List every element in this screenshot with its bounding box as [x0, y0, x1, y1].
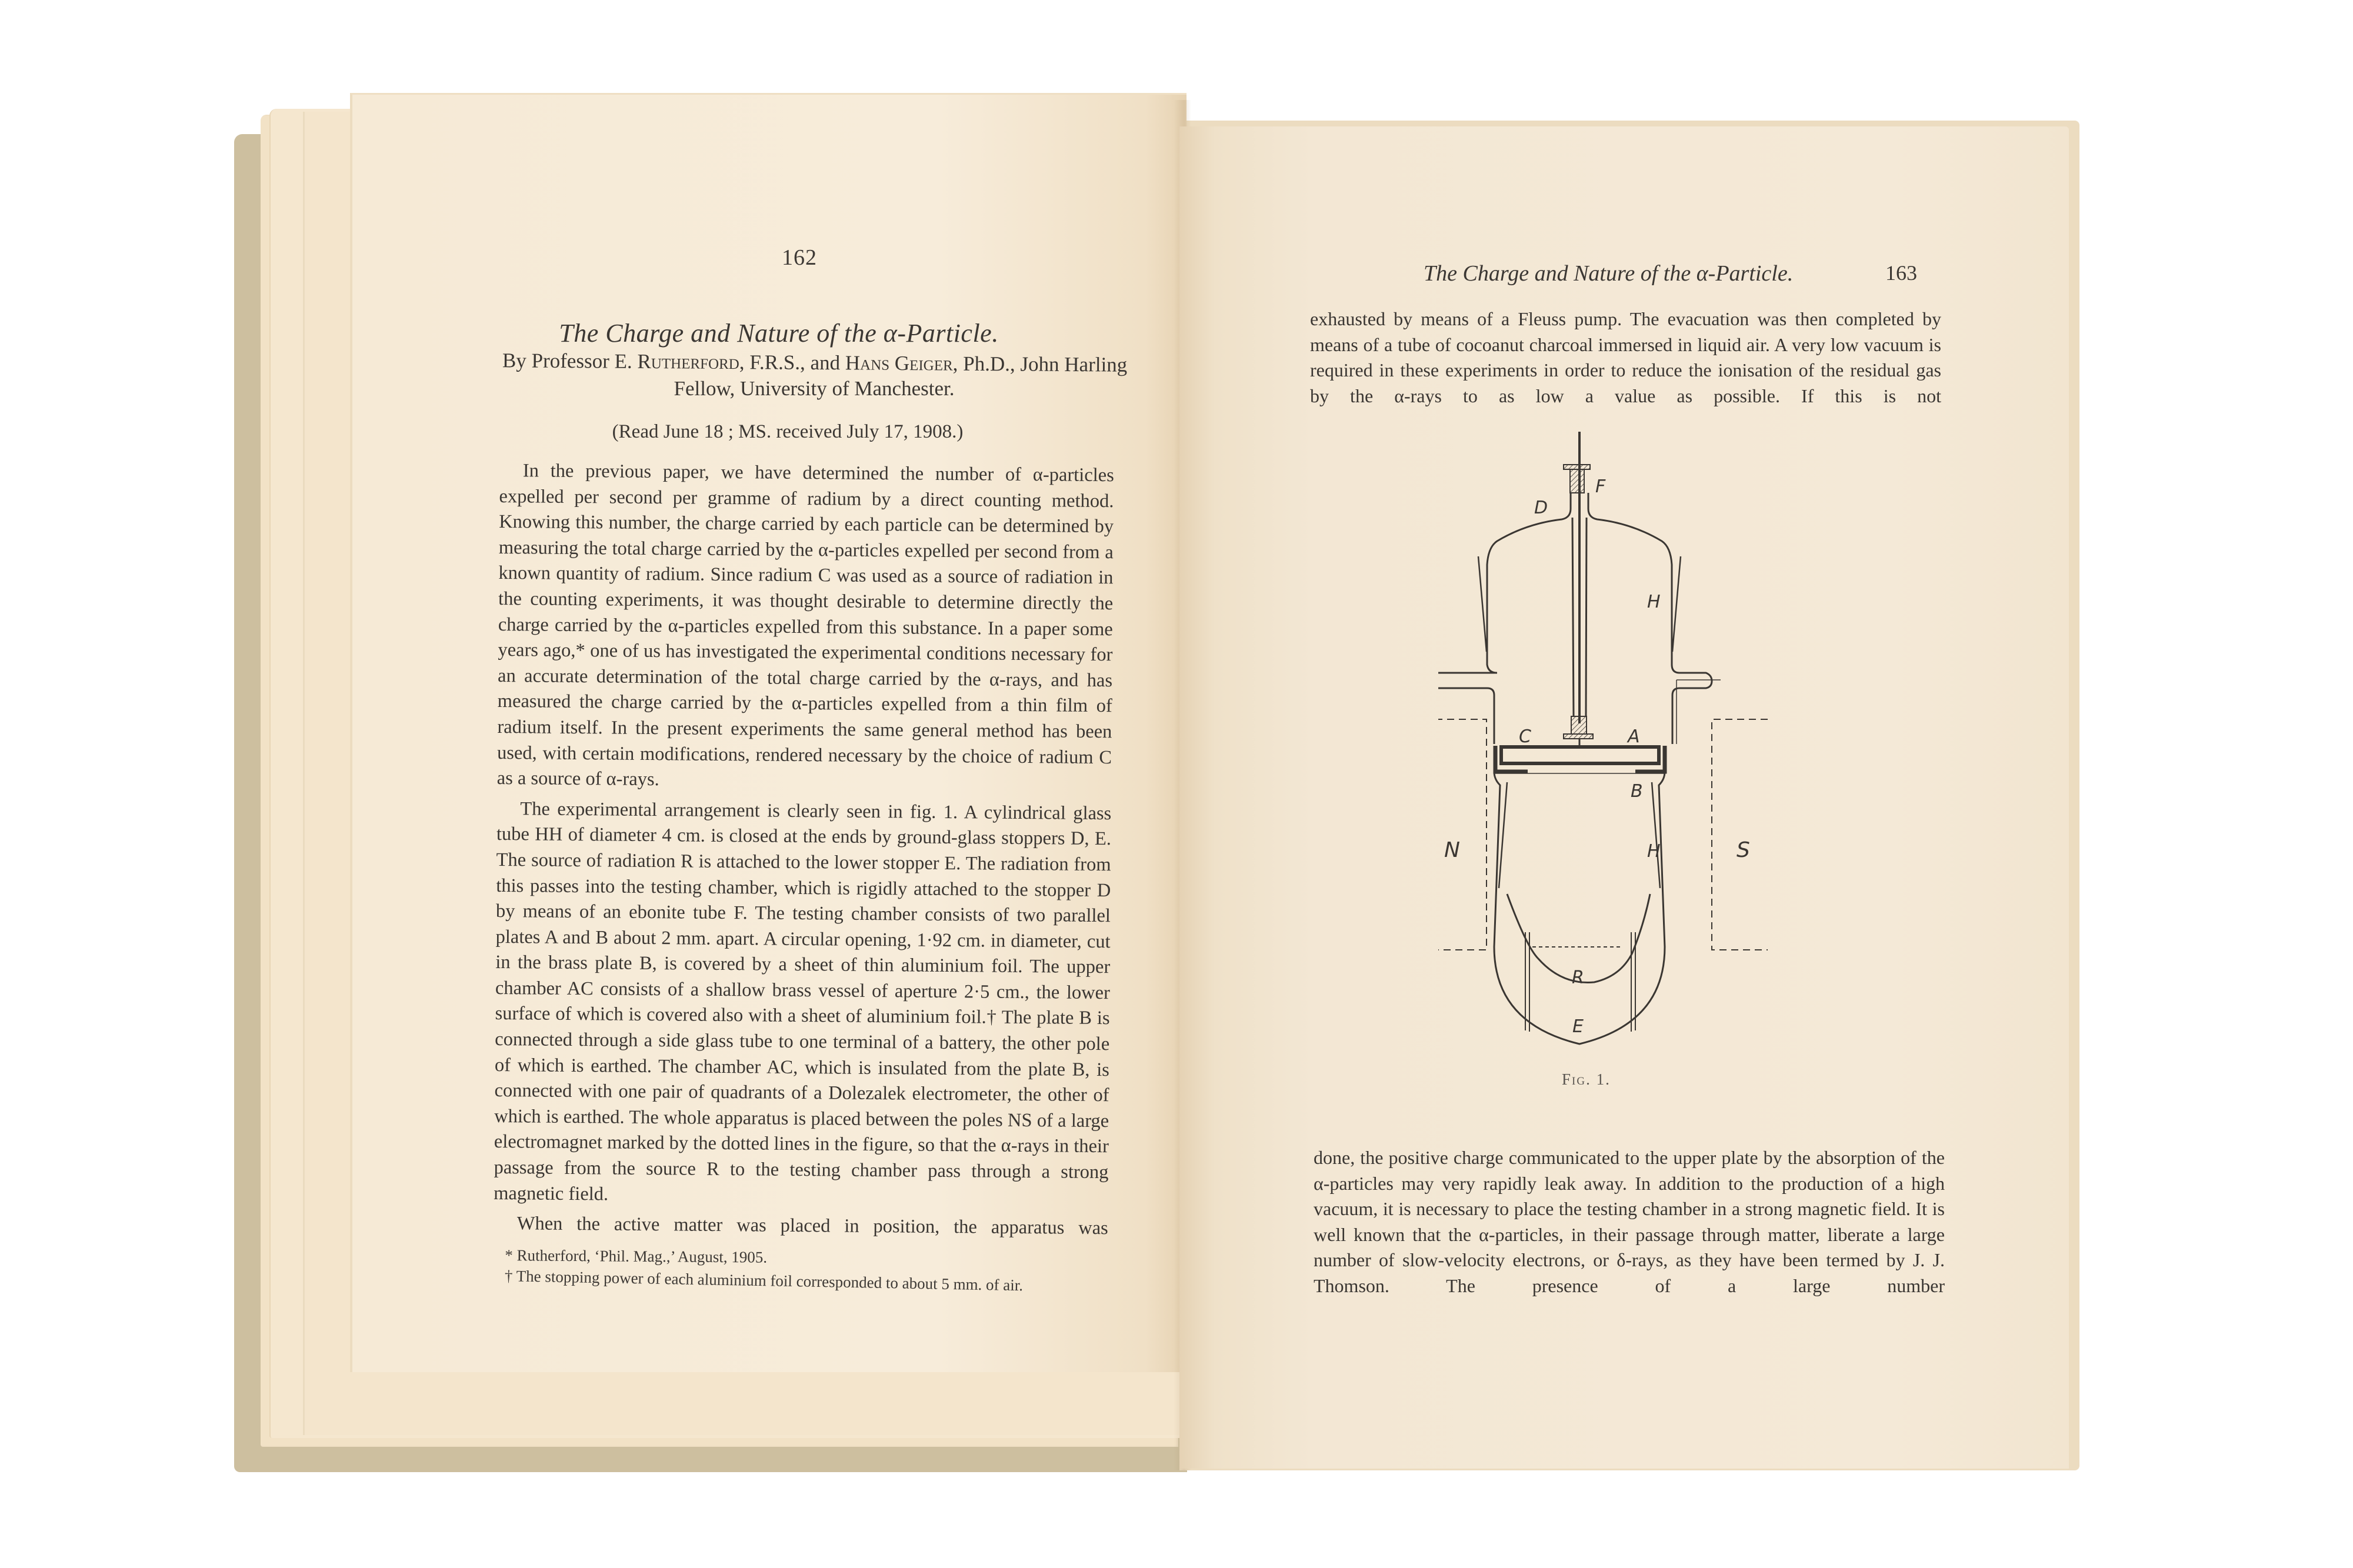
author-geiger: Hans Geiger: [845, 351, 953, 375]
footnotes: [493, 1245, 1108, 1295]
label-b: B: [1631, 781, 1643, 802]
footnote-2: † The stopping power of each aluminium foil corresponded to about 5 mm. of air.: [504, 1266, 1024, 1295]
label-s: S: [1737, 838, 1750, 862]
figure-1: [1438, 429, 1821, 1135]
byline: [502, 350, 1126, 402]
running-head: The Charge and Nature of the α-Particle.: [1424, 261, 1794, 286]
right-page: [1179, 126, 2069, 1469]
left-page: [350, 93, 1187, 1372]
label-h-upper: H: [1647, 592, 1661, 612]
top-paragraph: exhausted by means of a Fleuss pump. The evacuation was then completed by means of a tube of cocoanut charcoal immersed in liquid air. A very low vacuum is required in these experiments in order to reduce the ionisation of the residual gas by the α-rays to as low a value as possible. If this is not: [1310, 308, 1941, 406]
bottom-paragraph: done, the positive charge communicated to the upper plate by the absorption of the α-particles may very rapidly leak away. In addition to the production of a high vacuum, it is necessary to place the testing chamber in a strong magnetic field. It is well known that the α-particles, in their passage through matter, liberate a large number of slow-velocity electrons, or δ-rays, as they have been termed by J. J. Thomson. The presence of a large number: [1314, 1147, 1945, 1296]
label-f: F: [1595, 476, 1606, 497]
paragraph-3: When the active matter was placed in position, the apparatus was: [516, 1213, 1108, 1239]
byline-line-1: By Professor E. Rutherford, F.R.S., and Hans Geiger, Ph.D., John Harling: [502, 349, 1128, 376]
affiliation: Fellow, University of Manchester.: [674, 377, 955, 400]
label-d: D: [1534, 498, 1548, 518]
page-number: 163: [1885, 261, 1917, 285]
apparatus-diagram: [1438, 429, 1821, 1135]
label-c: C: [1519, 726, 1531, 747]
footnote-1: * Rutherford, ‘Phil. Mag.,’ August, 1905.: [505, 1246, 768, 1266]
page-number: 162: [782, 245, 817, 270]
article-title: The Charge and Nature of the α-Particle.: [559, 319, 999, 348]
label-e: E: [1572, 1016, 1584, 1037]
paragraph-2: The experimental arrangement is clearly seen in fig. 1. A cylindrical glass tube HH of diameter 4 cm. is closed at the ends by ground-glass stoppers D, E. The source of radiation R is attached to the lower stopper E. The radiation from this passes into the testing chamber, which is rigidly attached to the stopper D by means of an ebonite tube F. The testing chamber consists of two parallel plates A and B about 2 mm. apart. A circular opening, 1·92 cm. in diameter, cut in the brass plate B, is covered by a sheet of thin aluminium foil. The upper chamber AC consists of a shallow brass vessel of aperture 2·5 cm., the lower surface of which is covered also with a sheet of aluminium foil.† The plate B is connected through a side glass tube to one terminal of a battery, the other pole of which is earthed. The chamber AC, which is insulated from the plate B, is connected with one pair of quadrants of a Dolezalek electrometer, the other of which is earthed. The whole apparatus is placed between the poles NS of a large electromagnet marked by the dotted lines in the figure, so that the α-rays in their passage from the source R to the testing chamber pass through a strong magnetic field.: [494, 798, 1112, 1205]
label-n: N: [1444, 838, 1460, 862]
label-h-lower: H: [1647, 841, 1661, 862]
figure-caption: Fig. 1.: [1562, 1070, 1611, 1088]
label-r: R: [1572, 968, 1584, 988]
author-rutherford: Rutherford: [637, 349, 739, 374]
label-a: A: [1628, 726, 1640, 747]
dateline: (Read June 18 ; MS. received July 17, 1908.): [612, 421, 964, 442]
paragraph-1: In the previous paper, we have determined the number of α-particles expelled per second per gramme of radium by a direct counting method. Knowing this number, the charge carried by each particle can be determined by measuring the total charge carried by the α-particles expelled per second from a known quantity of radium. Since radium C was used as a source of radiation in the counting experiments, it was thought desirable to determine directly the charge carried by the α-particles expelled from this substance. In a paper some years ago,* one of us has investigated the experimental conditions necessary for an accurate determination of the total charge carried by the α-rays, and has measured the charge carried by the α-particles expelled from a thin film of radium itself. In the present experiments the same general method has been used, with certain modifications, rendered necessary by the choice of radium C as a source of α-rays.: [496, 460, 1114, 790]
body-text: [493, 458, 1114, 1295]
